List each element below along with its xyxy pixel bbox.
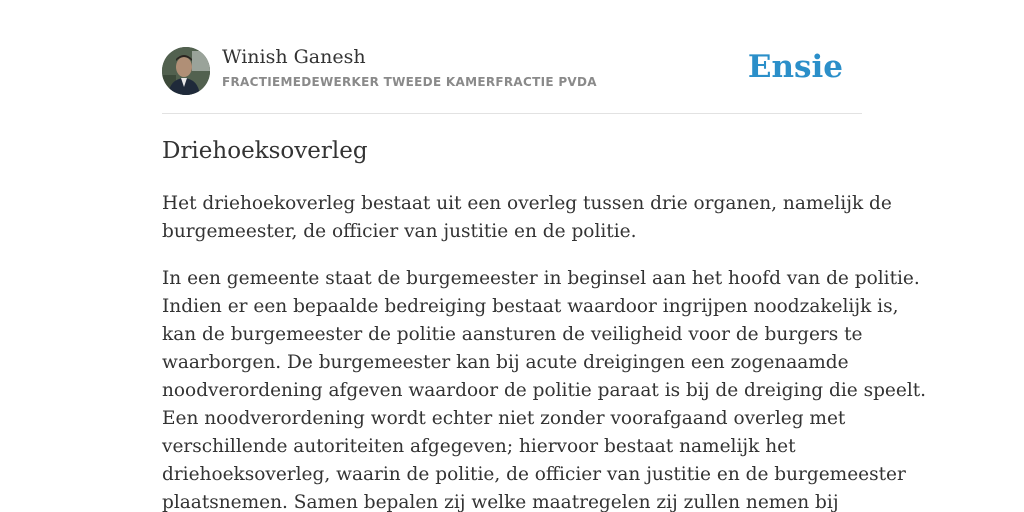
text-line: verschillende autoriteiten afgegeven; hiervoor bestaat namelijk het [162,436,796,457]
text-line: Een noodverordening wordt echter niet zonder voorafgaand overleg met [162,408,846,429]
paragraph [162,265,927,512]
brand-logo[interactable]: Ensie [747,49,843,85]
article-body [162,190,927,512]
avatar-image [162,47,210,95]
article-title: Driehoeksoverleg [162,138,368,164]
text-line: driehoeksoverleg, waarin de politie, de officier van justitie en de burgemeester [162,464,906,485]
avatar[interactable] [162,47,210,95]
text-line: Het driehoekoverleg bestaat uit een overleg tussen drie organen, namelijk de [162,193,892,214]
text-line: plaatsnemen. Samen bepalen zij welke maatregelen zij zullen nemen bij [162,492,839,512]
header-divider [162,113,862,114]
text-line: Indien er een bepaalde bedreiging bestaat waardoor ingrijpen noodzakelijk is, [162,296,899,317]
text-line: noodverordening afgeven waardoor de politie paraat is bij de dreiging die speelt. [162,380,927,401]
text-line: kan de burgemeester de politie aansturen de veiligheid voor de burgers te [162,324,863,345]
text-line: waarborgen. De burgemeester kan bij acute dreigingen een zogenaamde [162,352,849,373]
author-name[interactable]: Winish Ganesh [222,46,366,68]
author-role: FRACTIEMEDEWERKER TWEEDE KAMERFRACTIE PVDA [222,75,597,89]
text-line: In een gemeente staat de burgemeester in beginsel aan het hoofd van de politie. [162,268,920,289]
author-header [162,46,862,96]
paragraph [162,190,892,246]
text-line: burgemeester, de officier van justitie en de politie. [162,221,637,242]
